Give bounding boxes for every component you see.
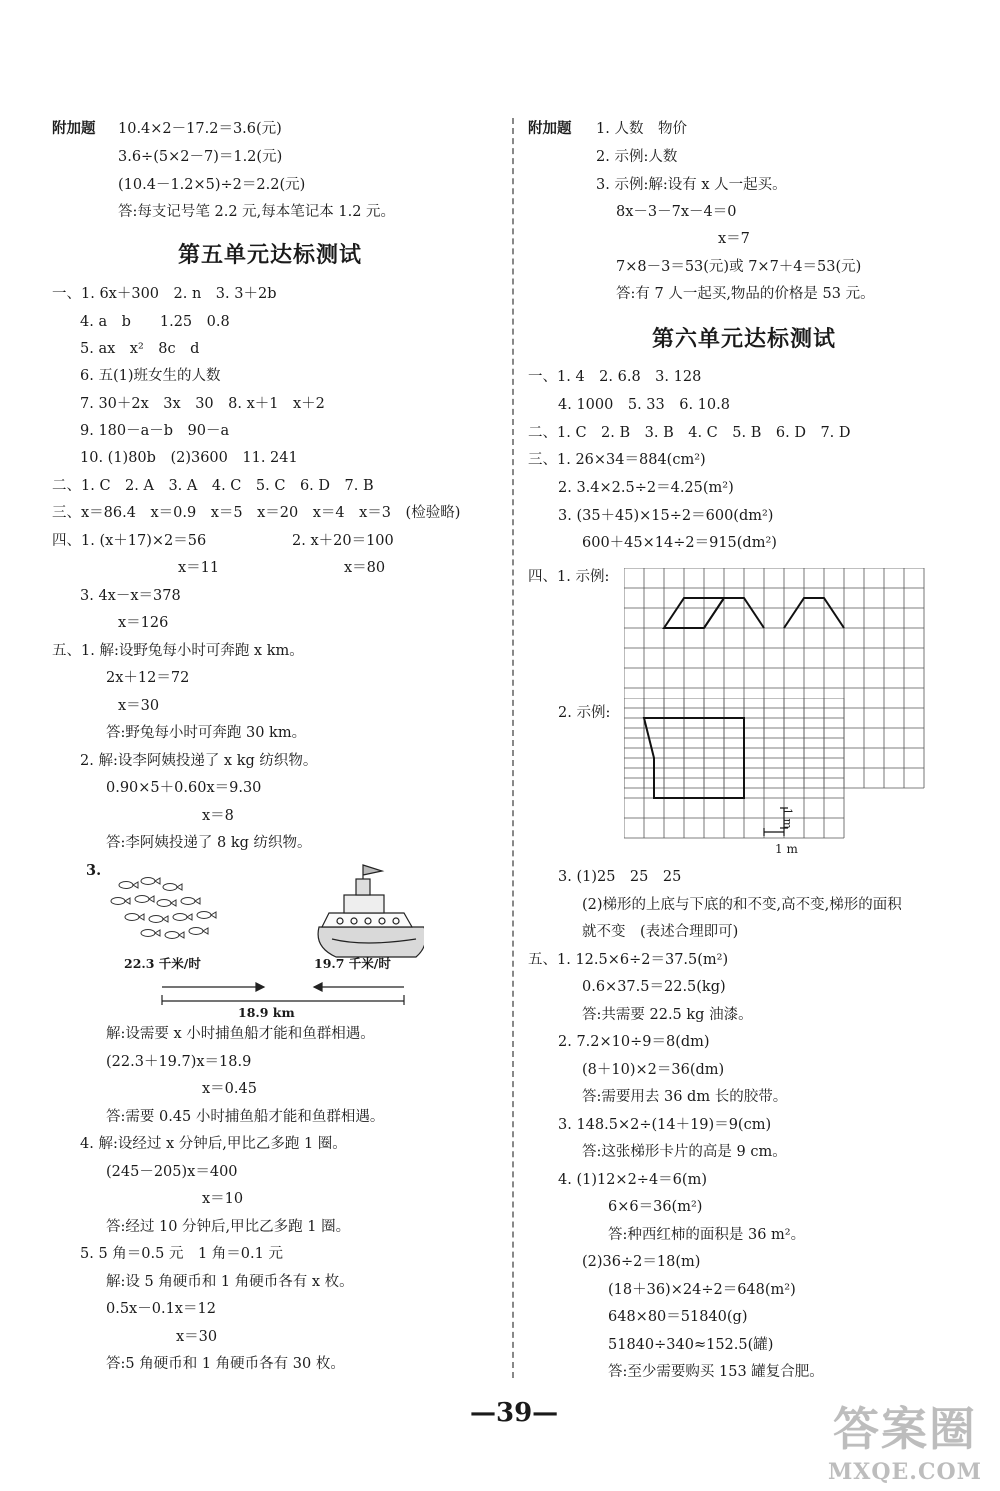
line: 5. ax x² 8c d xyxy=(80,341,200,357)
line: 一、1. 4 2. 6.8 3. 128 xyxy=(528,369,702,385)
line: x＝11 xyxy=(178,560,220,576)
line: 解:设 5 角硬币和 1 角硬币各有 x 枚。 xyxy=(106,1274,354,1290)
line: 0.5x－0.1x＝12 xyxy=(106,1301,216,1317)
unit-1m-horizontal: 1 m xyxy=(775,842,798,856)
line: 答:需要 0.45 小时捕鱼船才能和鱼群相遇。 xyxy=(106,1109,385,1125)
line: 600＋45×14÷2＝915(dm²) xyxy=(582,535,777,551)
line: x＝126 xyxy=(118,615,169,631)
line: (10.4－1.2×5)÷2＝2.2(元) xyxy=(118,177,306,193)
line: x＝0.45 xyxy=(202,1081,257,1097)
line: 6. 五(1)班女生的人数 xyxy=(80,368,221,384)
line: (8＋10)×2＝36(dm) xyxy=(582,1062,725,1078)
line: 0.90×5＋0.60x＝9.30 xyxy=(106,780,262,796)
line: 答:5 角硬币和 1 角硬币各有 30 枚。 xyxy=(106,1356,345,1372)
line: 一、1. 6x＋300 2. n 3. 3＋2b xyxy=(52,286,277,302)
line: 答:这张梯形卡片的高是 9 cm。 xyxy=(582,1144,787,1160)
distance-label: 18.9 km xyxy=(238,1005,295,1020)
line: 3. 148.5×2÷(14＋19)＝9(cm) xyxy=(558,1117,772,1133)
line: 3.6÷(5×2－7)＝1.2(元) xyxy=(118,149,283,165)
line: 答:种西红柿的面积是 36 m²。 xyxy=(608,1227,806,1243)
unit5-title: 第五单元达标测试 xyxy=(178,242,363,268)
column-divider xyxy=(512,118,514,1378)
line: 2. 示例:人数 xyxy=(596,149,678,165)
line: 7. 30＋2x 3x 30 8. x＋1 x＋2 xyxy=(80,396,325,412)
line: 三、1. 26×34＝884(cm²) xyxy=(528,452,706,468)
line: 四、1. (x＋17)×2＝56 xyxy=(52,533,207,549)
line: 二、1. C 2. B 3. B 4. C 5. B 6. D 7. D xyxy=(528,425,851,441)
line: (2)36÷2＝18(m) xyxy=(582,1254,701,1270)
grid-diagram-2 xyxy=(624,698,926,848)
extra-label: 附加题 xyxy=(528,120,572,137)
line: 答:需要用去 36 dm 长的胶带。 xyxy=(582,1089,788,1105)
line: 4. 解:设经过 x 分钟后,甲比乙多跑 1 圈。 xyxy=(80,1136,347,1152)
line: 5. 5 角＝0.5 元 1 角＝0.1 元 xyxy=(80,1246,283,1262)
line: 2. 示例: xyxy=(558,705,611,721)
line: 2x＋12＝72 xyxy=(106,670,190,686)
line: (18＋36)×24÷2＝648(m²) xyxy=(608,1282,796,1298)
line: 10.4×2－17.2＝3.6(元) xyxy=(118,121,282,137)
boat-speed-label: 19.7 千米/时 xyxy=(314,956,391,971)
line: 3. xyxy=(86,862,102,879)
line: (245－205)x＝400 xyxy=(106,1164,238,1180)
line: 三、x＝86.4 x＝0.9 x＝5 x＝20 x＝4 x＝3 (检验略) xyxy=(52,505,461,521)
line: 2. 3.4×2.5÷2＝4.25(m²) xyxy=(558,480,734,496)
line: 2. 解:设李阿姨投递了 x kg 纺织物。 xyxy=(80,753,318,769)
line: 6×6＝36(m²) xyxy=(608,1199,703,1215)
boat-icon xyxy=(318,865,424,957)
line: 3. 4x－x＝378 xyxy=(80,588,181,604)
watermark-url: MXQE.COM xyxy=(827,1459,982,1485)
line: x＝8 xyxy=(202,808,234,824)
line: 二、1. C 2. A 3. A 4. C 5. C 6. D 7. B xyxy=(52,478,374,494)
line: x＝80 xyxy=(344,560,386,576)
line: (2)梯形的上底与下底的和不变,高不变,梯形的面积 xyxy=(582,897,902,913)
line: x＝30 xyxy=(176,1329,218,1345)
line: 答:有 7 人一起买,物品的价格是 53 元。 xyxy=(616,286,875,302)
line: 9. 180－a－b 90－a xyxy=(80,423,230,439)
line: 五、1. 解:设野兔每小时可奔跑 x km。 xyxy=(52,643,304,659)
line: 解:设需要 x 小时捕鱼船才能和鱼群相遇。 xyxy=(106,1026,375,1042)
line: 4. (1)12×2÷4＝6(m) xyxy=(558,1172,707,1188)
line: 3. 示例:解:设有 x 人一起买。 xyxy=(596,177,787,193)
line: 四、1. 示例: xyxy=(528,569,610,585)
example-shapes xyxy=(664,598,844,628)
line: 答:经过 10 分钟后,甲比乙多跑 1 圈。 xyxy=(106,1219,351,1235)
line: 答:李阿姨投递了 8 kg 纺织物。 xyxy=(106,835,312,851)
fish-speed-label: 22.3 千米/时 xyxy=(124,956,201,971)
line: 1. 人数 物价 xyxy=(596,121,687,137)
unit-1m-vertical: 1 m xyxy=(781,808,794,829)
line: 就不变 (表述合理即可) xyxy=(582,924,739,940)
line: 648×80＝51840(g) xyxy=(608,1309,748,1325)
extra-label: 附加题 xyxy=(52,120,96,137)
line: 五、1. 12.5×6÷2＝37.5(m²) xyxy=(528,952,729,968)
line: 3. (1)25 25 25 xyxy=(558,869,682,885)
line: 答:至少需要购买 153 罐复合肥。 xyxy=(608,1364,824,1380)
line: x＝30 xyxy=(118,698,160,714)
watermark-text: 答案圈 xyxy=(832,1402,977,1456)
line: 答:共需要 22.5 kg 油漆。 xyxy=(582,1007,753,1023)
line: 0.6×37.5＝22.5(kg) xyxy=(582,979,726,995)
line: 答:野兔每小时可奔跑 30 km。 xyxy=(106,725,307,741)
line: x＝10 xyxy=(202,1191,244,1207)
fish-boat-diagram xyxy=(104,855,424,1015)
line: 4. a b 1.25 0.8 xyxy=(80,314,230,330)
unit6-title: 第六单元达标测试 xyxy=(652,326,837,352)
watermark-logo xyxy=(828,1393,982,1485)
page-number: —39— xyxy=(470,1398,559,1428)
line: 3. (35＋45)×15÷2＝600(dm²) xyxy=(558,508,774,524)
line: 答:每支记号笔 2.2 元,每本笔记本 1.2 元。 xyxy=(118,204,396,220)
distance-lines xyxy=(162,983,404,1005)
line: 7×8－3＝53(元)或 7×7＋4＝53(元) xyxy=(616,259,862,275)
line: (22.3＋19.7)x＝18.9 xyxy=(106,1054,252,1070)
line: 2. x＋20＝100 xyxy=(292,533,394,549)
line: 8x－3－7x－4＝0 xyxy=(616,204,737,220)
line: 2. 7.2×10÷9＝8(dm) xyxy=(558,1034,710,1050)
fish-school-icon xyxy=(111,878,216,939)
line: 51840÷340≈152.5(罐) xyxy=(608,1337,774,1353)
line: 4. 1000 5. 33 6. 10.8 xyxy=(558,397,730,413)
line: x＝7 xyxy=(718,231,750,247)
line: 10. (1)80b (2)3600 11. 241 xyxy=(80,450,298,466)
